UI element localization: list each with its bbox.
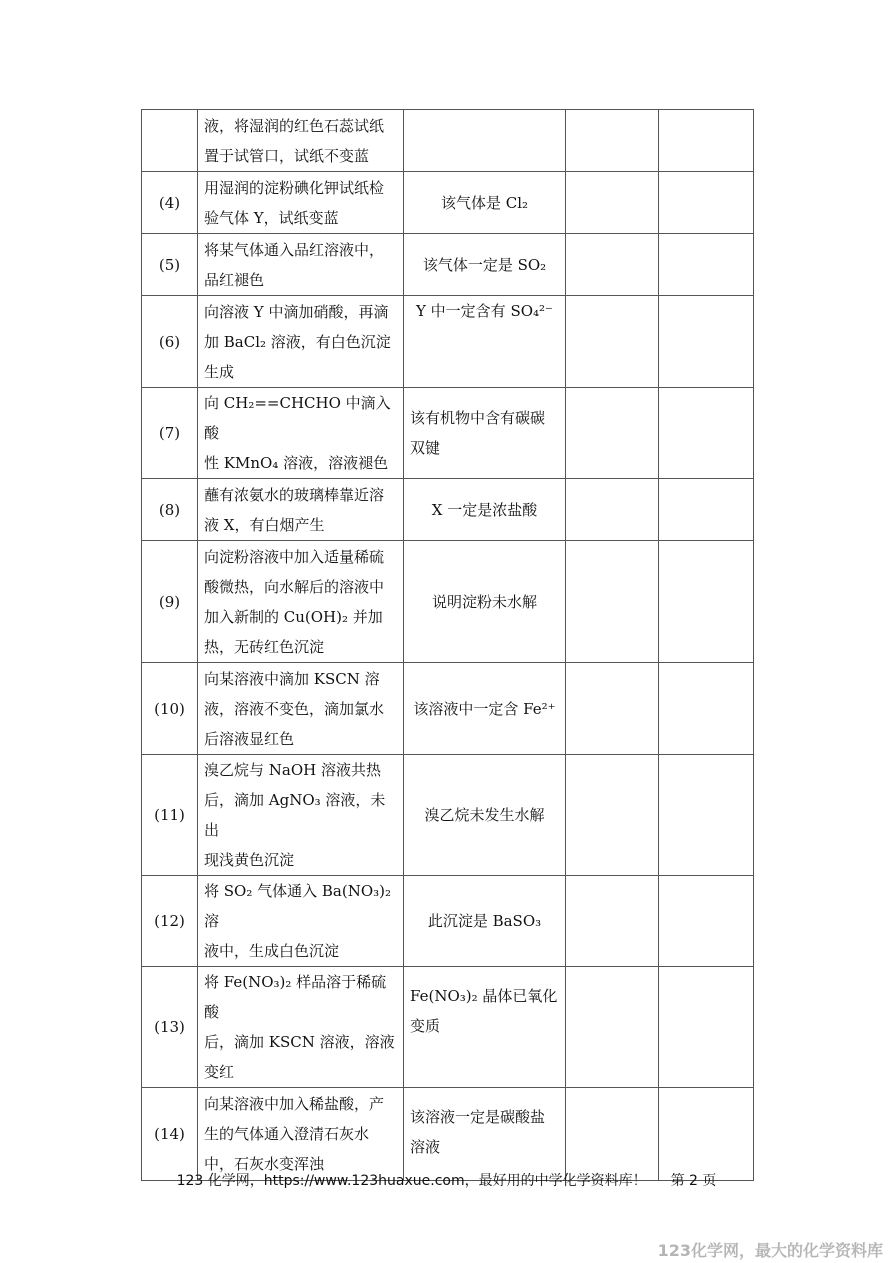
judgement-cell: [566, 388, 659, 479]
table-row: [142, 172, 754, 234]
operation-cell: 液，将湿润的红色石蕊试纸 置于试管口，试纸不变蓝: [198, 110, 404, 172]
row-number: (8): [142, 479, 198, 541]
judgement-cell: [566, 172, 659, 234]
operation-cell: 蘸有浓氨水的玻璃棒靠近溶 液 X，有白烟产生: [198, 479, 404, 541]
table-row: [142, 479, 754, 541]
operation-cell: 向淀粉溶液中加入适量稀硫 酸微热，向水解后的溶液中 加入新制的 Cu(OH)₂ 并加 热，无砖红色沉淀: [198, 541, 404, 663]
row-number: (7): [142, 388, 198, 479]
reason-cell: [659, 234, 754, 296]
judgement-cell: [566, 663, 659, 755]
judgement-cell: [566, 234, 659, 296]
footer-site-text: 123 化学网，https://www.123huaxue.com，最好用的中学化学资料库！: [176, 1173, 647, 1189]
table-row: [142, 967, 754, 1088]
reason-cell: [659, 110, 754, 172]
reason-cell: [659, 541, 754, 663]
conclusion-cell: 该气体一定是 SO₂: [404, 234, 566, 296]
operation-cell: 向某溶液中滴加 KSCN 溶 液，溶液不变色，滴加氯水 后溶液显红色: [198, 663, 404, 755]
reason-cell: [659, 388, 754, 479]
conclusion-cell: Y 中一定含有 SO₄²⁻: [404, 296, 566, 388]
row-number: (5): [142, 234, 198, 296]
operation-cell: 向某溶液中加入稀盐酸，产 生的气体通入澄清石灰水 中，石灰水变浑浊: [198, 1088, 404, 1181]
row-number: (6): [142, 296, 198, 388]
table-row: [142, 110, 754, 172]
table-row: [142, 755, 754, 876]
reason-cell: [659, 479, 754, 541]
judgement-cell: [566, 967, 659, 1088]
reason-cell: [659, 296, 754, 388]
watermark: 123化学网，最大的化学资料库: [657, 1241, 883, 1260]
conclusion-cell: 该溶液一定是碳酸盐溶液: [404, 1088, 566, 1181]
page-footer: [0, 1170, 893, 1190]
conclusion-cell: 溴乙烷未发生水解: [404, 755, 566, 876]
judgement-cell: [566, 296, 659, 388]
conclusion-cell: 该溶液中一定含 Fe²⁺: [404, 663, 566, 755]
judgement-cell: [566, 541, 659, 663]
table-row: [142, 234, 754, 296]
experiment-table: [141, 109, 754, 1181]
conclusion-cell: 说明淀粉未水解: [404, 541, 566, 663]
judgement-cell: [566, 1088, 659, 1181]
table-row: [142, 663, 754, 755]
reason-cell: [659, 876, 754, 967]
conclusion-cell: [404, 110, 566, 172]
reason-cell: [659, 172, 754, 234]
operation-cell: 将 Fe(NO₃)₂ 样品溶于稀硫酸 后，滴加 KSCN 溶液，溶液 变红: [198, 967, 404, 1088]
row-number: (11): [142, 755, 198, 876]
judgement-cell: [566, 110, 659, 172]
row-number: (12): [142, 876, 198, 967]
row-number: (13): [142, 967, 198, 1088]
table-row: [142, 296, 754, 388]
row-number: [142, 110, 198, 172]
table-row: [142, 1088, 754, 1181]
judgement-cell: [566, 479, 659, 541]
conclusion-cell: X 一定是浓盐酸: [404, 479, 566, 541]
row-number: (4): [142, 172, 198, 234]
reason-cell: [659, 755, 754, 876]
operation-cell: 将 SO₂ 气体通入 Ba(NO₃)₂ 溶 液中，生成白色沉淀: [198, 876, 404, 967]
reason-cell: [659, 663, 754, 755]
operation-cell: 用湿润的淀粉碘化钾试纸检 验气体 Y，试纸变蓝: [198, 172, 404, 234]
table-row: [142, 876, 754, 967]
page-number: 第 2 页: [670, 1173, 717, 1189]
reason-cell: [659, 967, 754, 1088]
conclusion-cell: 该气体是 Cl₂: [404, 172, 566, 234]
table-row: [142, 541, 754, 663]
row-number: (10): [142, 663, 198, 755]
operation-cell: 向溶液 Y 中滴加硝酸，再滴 加 BaCl₂ 溶液，有白色沉淀 生成: [198, 296, 404, 388]
conclusion-cell: 此沉淀是 BaSO₃: [404, 876, 566, 967]
operation-cell: 溴乙烷与 NaOH 溶液共热 后，滴加 AgNO₃ 溶液，未出 现浅黄色沉淀: [198, 755, 404, 876]
judgement-cell: [566, 876, 659, 967]
conclusion-cell: 该有机物中含有碳碳双键: [404, 388, 566, 479]
conclusion-cell: Fe(NO₃)₂ 晶体已氧化变质: [404, 967, 566, 1088]
row-number: (14): [142, 1088, 198, 1181]
operation-cell: 将某气体通入品红溶液中， 品红褪色: [198, 234, 404, 296]
table-row: [142, 388, 754, 479]
operation-cell: 向 CH₂==CHCHO 中滴入酸 性 KMnO₄ 溶液，溶液褪色: [198, 388, 404, 479]
reason-cell: [659, 1088, 754, 1181]
row-number: (9): [142, 541, 198, 663]
judgement-cell: [566, 755, 659, 876]
